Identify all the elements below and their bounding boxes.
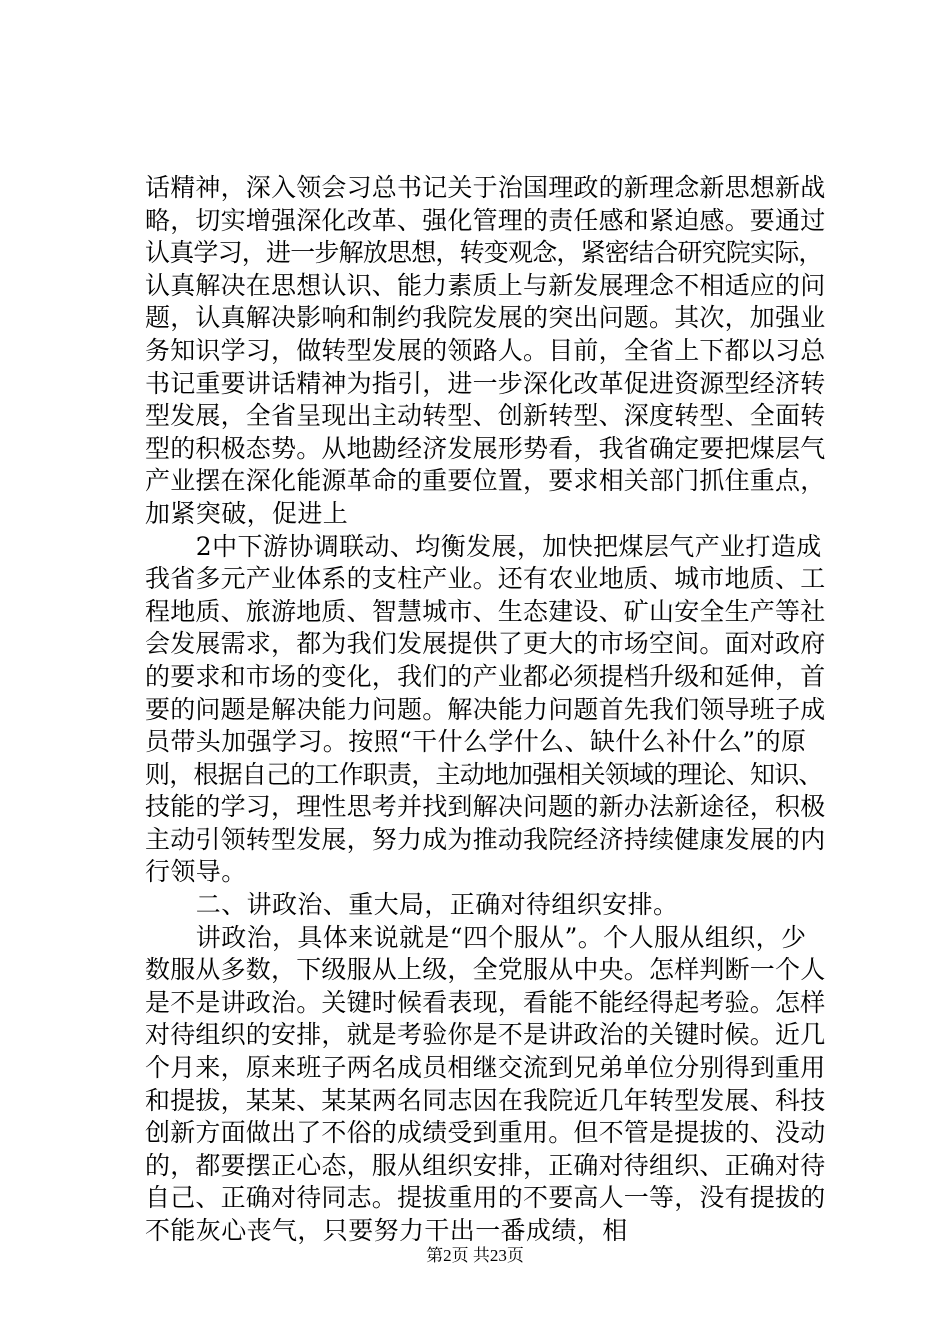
text-line: 是不是讲政治。关键时候看表现，看能不能经得起考验。怎样 <box>145 987 826 1017</box>
text-line: 认真解决在思想认识、能力素质上与新发展理念不相适应的问 <box>145 270 826 300</box>
text-line: 的，都要摆正心态，服从组织安排，正确对待组织、正确对待 <box>145 1150 826 1180</box>
text-line: 数服从多数，下级服从上级，全党服从中央。怎样判断一个人 <box>145 955 826 985</box>
text-line: 会发展需求，都为我们发展提供了更大的市场空间。面对政府 <box>145 629 826 659</box>
text-line: 讲政治，具体来说就是“四个服从”。个人服从组织，少 <box>145 922 807 952</box>
text-line: 自己、正确对待同志。提拔重用的不要高人一等，没有提拔的 <box>145 1183 826 1213</box>
text-line: 则，根据自己的工作职责，主动地加强相关领域的理论、知识、 <box>145 759 823 789</box>
text-line: 对待组织的安排，就是考验你是不是讲政治的关键时候。近几 <box>145 1020 826 1050</box>
text-line: 话精神，深入领会习总书记关于治国理政的新理念新思想新战 <box>145 173 826 202</box>
text-line: 员带头加强学习。按照“干什么学什么、缺什么补什么”的原 <box>145 727 807 757</box>
text-line: 创新方面做出了不俗的成绩受到重用。但不管是提拔的、没动 <box>145 1118 826 1148</box>
text-line: 要的问题是解决能力问题。解决能力问题首先我们领导班子成 <box>145 694 826 724</box>
text-line: 行领导。 <box>145 857 247 887</box>
text-line: 二、讲政治、重大局，正确对待组织安排。 <box>145 890 679 920</box>
text-line: 认真学习，进一步解放思想，转变观念，紧密结合研究院实际， <box>145 238 823 268</box>
text-line: 程地质、旅游地质、智慧城市、生态建设、矿山安全生产等社 <box>145 596 826 626</box>
body-text <box>145 172 825 1248</box>
text-line: 书记重要讲话精神为指引，进一步深化改革促进资源型经济转 <box>145 368 826 398</box>
text-line: 主动引领转型发展，努力成为推动我院经济持续健康发展的内 <box>145 824 826 854</box>
text-line: 2中下游协调联动、均衡发展，加快把煤层气产业打造成 <box>145 531 822 561</box>
text-line: 略，切实增强深化改革、强化管理的责任感和紧迫感。要通过 <box>145 205 826 235</box>
text-line: 产业摆在深化能源革命的重要位置，要求相关部门抓住重点， <box>145 466 826 496</box>
text-line: 我省多元产业体系的支柱产业。还有农业地质、城市地质、工 <box>145 564 826 594</box>
text-line: 题，认真解决影响和制约我院发展的突出问题。其次，加强业 <box>145 303 826 333</box>
text-line: 型的积极态势。从地勘经济发展形势看，我省确定要把煤层气 <box>145 433 826 463</box>
text-line: 加紧突破，促进上 <box>145 498 349 528</box>
text-line: 不能灰心丧气，只要努力干出一番成绩，相 <box>145 1216 628 1245</box>
text-line: 型发展，全省呈现出主动转型、创新转型、深度转型、全面转 <box>145 401 826 431</box>
page-footer: 第2页 共23页 <box>426 1246 524 1265</box>
text-line: 技能的学习，理性思考并找到解决问题的新办法新途径，积极 <box>145 792 826 822</box>
text-line: 的要求和市场的变化，我们的产业都必须提档升级和延伸，首 <box>145 661 826 691</box>
text-line: 个月来，原来班子两名成员相继交流到兄弟单位分别得到重用 <box>145 1053 826 1083</box>
text-line: 和提拔，某某、某某两名同志因在我院近几年转型发展、科技 <box>145 1085 826 1115</box>
text-line: 务知识学习，做转型发展的领路人。目前，全省上下都以习总 <box>145 335 826 365</box>
